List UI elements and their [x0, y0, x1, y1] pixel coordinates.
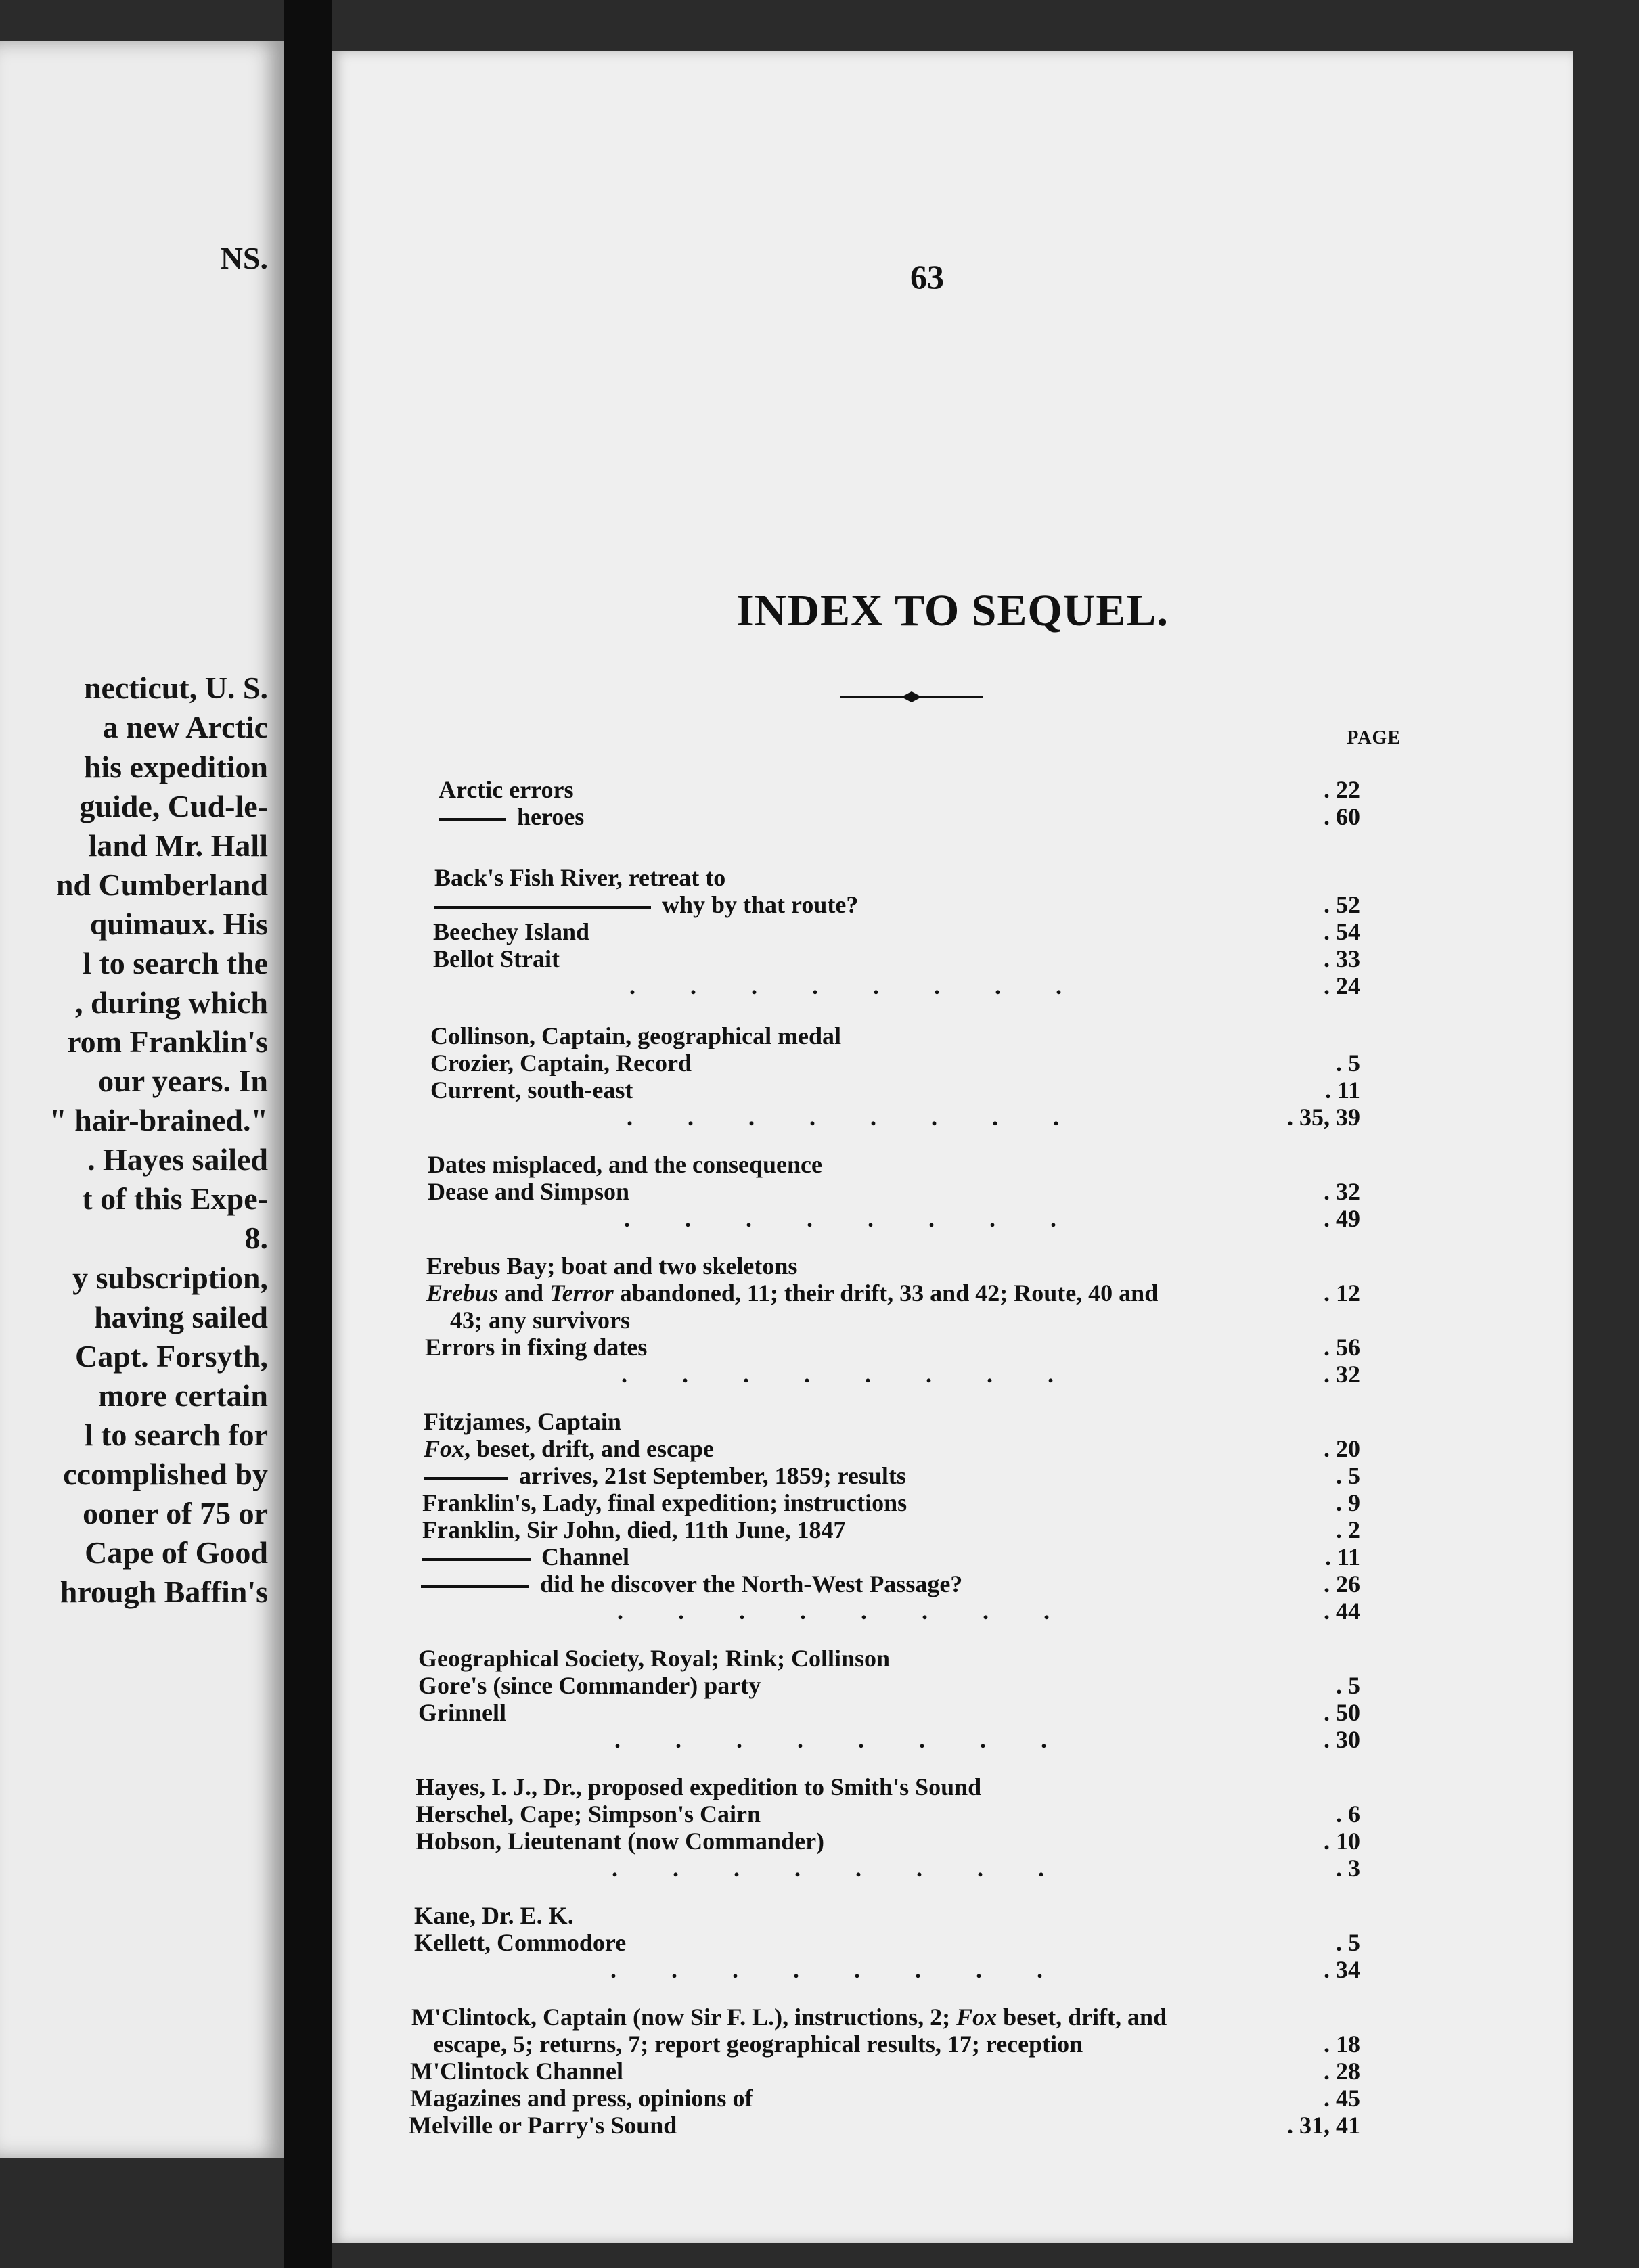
entry-page-number: . 32	[1324, 1361, 1360, 1388]
entry-text-part: Dates misplaced, and the consequence	[428, 1151, 822, 1178]
entry-text-part: Dease and Simpson	[428, 1178, 630, 1205]
entry-text	[433, 945, 560, 972]
index-entry	[422, 1516, 1360, 1543]
entry-text-part: Magazines and press, opinions of	[410, 2085, 753, 2112]
entry-text	[450, 1307, 630, 1334]
entry-text-part: Crozier, Captain, Record	[430, 1049, 692, 1076]
entry-page-number: . 11	[1324, 1076, 1360, 1104]
facing-page-line: our years. In	[98, 1064, 268, 1098]
entry-page-number: . 5	[1336, 1929, 1360, 1956]
index-entry	[430, 1022, 1360, 1049]
entry-text-part: Kellett, Commodore	[414, 1929, 627, 1956]
index-entry	[418, 1645, 1360, 1672]
entry-page-number: . 52	[1324, 891, 1360, 918]
entry-text-part: did he discover the North-West Passage?	[540, 1570, 963, 1597]
entry-text-part: Errors in fixing dates	[425, 1334, 648, 1361]
entry-page-number: . 18	[1324, 2031, 1360, 2058]
index-entry	[428, 1205, 1360, 1232]
entry-page-number: . 44	[1324, 1597, 1360, 1625]
index-entry	[425, 1361, 1360, 1388]
ditto-dash	[421, 1585, 529, 1588]
index-entry	[430, 1049, 1360, 1076]
facing-page-line: nd Cumberland	[55, 867, 268, 902]
entry-text-part: escape, 5; returns, 7; report geographical results, 17; reception	[433, 2031, 1083, 2058]
entry-page-number: . 45	[1324, 2085, 1360, 2112]
entry-text-part: Erebus Bay; boat and two skeletons	[426, 1252, 798, 1279]
facing-page-line: land Mr. Hall	[88, 828, 268, 863]
index-entry	[411, 2003, 1360, 2031]
index-entry	[426, 1279, 1360, 1307]
entry-text-part: Current, south-east	[430, 1076, 633, 1104]
book-gutter	[284, 0, 332, 2268]
index-entry	[421, 1597, 1360, 1625]
entry-text	[426, 1279, 1158, 1307]
entry-page-number: . 33	[1324, 945, 1360, 972]
facing-page-line: his expedition	[83, 750, 268, 784]
leader-dots: . . . . . . . .	[624, 1205, 1056, 1232]
entry-text	[418, 1699, 506, 1726]
entry-text-part: heroes	[517, 803, 585, 830]
facing-page-line: Cape of Good	[85, 1535, 268, 1570]
index-entry	[416, 1800, 1360, 1828]
facing-page-line: l to search for	[84, 1418, 268, 1452]
entry-text-part: Geographical Society, Royal; Rink; Collinson	[418, 1645, 891, 1672]
facing-page-line: . Hayes sailed	[87, 1142, 268, 1177]
entry-text	[439, 776, 574, 803]
entry-page-number: . 22	[1324, 776, 1360, 803]
facing-page-line: guide, Cud-le-	[79, 789, 268, 823]
entry-text-part: abandoned, 11; their drift, 33 and 42; Route, 40 and	[613, 1279, 1159, 1307]
entry-page-number: . 5	[1336, 1672, 1360, 1699]
entry-text-part: Melville or Parry's Sound	[409, 2112, 677, 2139]
entry-text	[439, 803, 584, 830]
entry-text	[411, 2003, 1167, 2031]
entry-text-part: Bellot Strait	[433, 945, 560, 972]
leader-dots: . . . . . . . .	[614, 1726, 1047, 1753]
index-entry	[428, 1178, 1360, 1205]
ditto-dash	[422, 1558, 531, 1561]
facing-page-line: quimaux. His	[89, 907, 268, 941]
entry-page-number: . 26	[1324, 1570, 1360, 1597]
entry-text-part: Kane, Dr. E. K.	[414, 1902, 574, 1929]
facing-page-line: ooner of 75 or	[83, 1496, 268, 1530]
entry-text-part: Fitzjames, Captain	[424, 1408, 621, 1435]
index-entry	[433, 972, 1360, 999]
entry-text-part: why by that route?	[662, 891, 859, 918]
entry-text	[433, 918, 589, 945]
facing-page-line: hrough Baffin's	[60, 1574, 268, 1609]
entry-text	[414, 1902, 574, 1929]
facing-page-line: having sailed	[94, 1300, 268, 1334]
index-entry	[428, 1151, 1360, 1178]
index-entry	[410, 2085, 1360, 2112]
entry-page-number: . 30	[1324, 1726, 1360, 1753]
facing-page-line: NS.	[220, 241, 268, 275]
entry-page-number: . 2	[1336, 1516, 1360, 1543]
entry-page-number: . 31, 41	[1287, 2112, 1360, 2139]
index-entry	[414, 1929, 1360, 1956]
entry-text-part: Beechey Island	[433, 918, 590, 945]
facing-page-line: a new Arctic	[102, 710, 268, 744]
index-entry	[430, 1104, 1360, 1131]
index-entry	[450, 1307, 1360, 1334]
facing-page-line: t of this Expe-	[82, 1181, 268, 1216]
index-entry	[424, 1408, 1360, 1435]
index-entry	[433, 918, 1360, 945]
index-entry	[424, 1435, 1360, 1462]
index-entry	[433, 945, 1360, 972]
index-entry	[418, 1699, 1360, 1726]
leader-dots: . . . . . . . .	[610, 1956, 1043, 1983]
index-entry	[425, 1334, 1360, 1361]
entry-page-number: . 32	[1324, 1178, 1360, 1205]
entry-text-part: M'Clintock Channel	[410, 2058, 624, 2085]
leader-dots: . . . . . . . .	[627, 1104, 1059, 1131]
entry-text-part: arrives, 21st September, 1859; results	[519, 1462, 906, 1489]
index-entry	[430, 1076, 1360, 1104]
entry-page-number: . 50	[1324, 1699, 1360, 1726]
leader-dots: . . . . . . . .	[617, 1597, 1050, 1625]
entry-text	[428, 1178, 629, 1205]
index-entry	[434, 864, 1360, 891]
entry-text-part: and	[498, 1279, 550, 1307]
entry-page-number: . 24	[1324, 972, 1360, 999]
facing-page-line: more certain	[98, 1378, 268, 1413]
index-entry	[433, 2031, 1360, 2058]
page-column-header: PAGE	[1347, 727, 1401, 748]
entry-text-part: Terror	[549, 1279, 614, 1307]
facing-page	[0, 41, 284, 2158]
facing-page-line: 8.	[244, 1221, 268, 1255]
index-entry	[422, 1543, 1360, 1570]
index-entry	[424, 1462, 1360, 1489]
entry-page-number: . 49	[1324, 1205, 1360, 1232]
entry-text-part: 43; any survivors	[450, 1307, 631, 1334]
entry-text-part: Hobson, Lieutenant (now Commander)	[416, 1828, 825, 1855]
leader-dots: . . . . . . . .	[629, 972, 1062, 999]
entry-page-number: . 6	[1336, 1800, 1360, 1828]
entry-page-number: . 60	[1324, 803, 1360, 830]
facing-page-line: Capt. Forsyth,	[75, 1339, 268, 1374]
index-entry	[410, 2058, 1360, 2085]
ditto-dash	[434, 906, 651, 909]
entry-text-part: Back's Fish River, retreat to	[434, 864, 726, 891]
entry-text-part: Arctic errors	[439, 776, 574, 803]
entry-text-part: Grinnell	[418, 1699, 507, 1726]
page-number: 63	[910, 258, 944, 296]
facing-page-line: y subscription,	[72, 1261, 268, 1295]
entry-text	[410, 2058, 623, 2085]
entry-text	[430, 1076, 633, 1104]
entry-text-part: , beset, drift, and escape	[464, 1435, 714, 1462]
ditto-dash	[424, 1477, 508, 1480]
entry-page-number: . 56	[1324, 1334, 1360, 1361]
index-title: INDEX TO SEQUEL.	[736, 586, 1169, 635]
entry-text-part: M'Clintock, Captain (now Sir F. L.), instructions, 2;	[411, 2003, 957, 2031]
facing-page-line: ccomplished by	[63, 1457, 268, 1491]
entry-text-part: Franklin, Sir John, died, 11th June, 1847	[422, 1516, 846, 1543]
index-entry	[416, 1773, 1360, 1800]
facing-page-line: l to search the	[83, 946, 268, 980]
index-entry	[439, 803, 1360, 830]
entry-text-part: Collinson, Captain, geographical medal	[430, 1022, 842, 1049]
index-entry	[421, 1570, 1360, 1597]
index-entries	[332, 51, 1573, 2243]
ditto-dash	[439, 818, 506, 821]
facing-page-line: rom Franklin's	[67, 1024, 268, 1059]
entry-text	[414, 1929, 626, 1956]
entry-text-part: Hayes, I. J., Dr., proposed expedition to Smith's Sound	[416, 1773, 982, 1800]
facing-page-line: , during which	[74, 985, 268, 1020]
entry-text-part: Franklin's, Lady, final expedition; instructions	[422, 1489, 907, 1516]
entry-text-part: Gore's (since Commander) party	[418, 1672, 761, 1699]
entry-text	[424, 1408, 621, 1435]
index-entry	[416, 1828, 1360, 1855]
entry-page-number: . 9	[1336, 1489, 1360, 1516]
leader-dots: . . . . . . . .	[612, 1855, 1044, 1882]
index-entry	[414, 1902, 1360, 1929]
entry-page-number: . 20	[1324, 1435, 1360, 1462]
entry-text-part: Erebus	[426, 1279, 499, 1307]
index-entry	[426, 1252, 1360, 1279]
index-entry	[418, 1726, 1360, 1753]
entry-page-number: . 12	[1324, 1279, 1360, 1307]
index-entry	[422, 1489, 1360, 1516]
index-entry	[418, 1672, 1360, 1699]
entry-text-part: beset, drift, and	[997, 2003, 1167, 2031]
entry-text-part: Fox	[956, 2003, 997, 2031]
index-entry	[439, 776, 1360, 803]
leader-dots: . . . . . . . .	[621, 1361, 1054, 1388]
entry-text-part: Fox	[424, 1435, 465, 1462]
entry-page-number: . 34	[1324, 1956, 1360, 1983]
entry-text	[425, 1334, 647, 1361]
entry-page-number: . 3	[1336, 1855, 1360, 1882]
index-page	[332, 51, 1573, 2243]
facing-page-line: " hair-brained."	[49, 1103, 268, 1137]
entry-page-number: . 5	[1336, 1049, 1360, 1076]
entry-page-number: . 54	[1324, 918, 1360, 945]
index-entry	[416, 1855, 1360, 1882]
entry-page-number: . 11	[1324, 1543, 1360, 1570]
index-entry	[414, 1956, 1360, 1983]
entry-text-part: Herschel, Cape; Simpson's Cairn	[416, 1800, 761, 1828]
entry-page-number: . 28	[1324, 2058, 1360, 2085]
entry-page-number: . 5	[1336, 1462, 1360, 1489]
entry-page-number: . 35, 39	[1287, 1104, 1360, 1131]
entry-page-number: . 10	[1324, 1828, 1360, 1855]
index-entry	[434, 891, 1360, 918]
index-entry	[409, 2112, 1360, 2139]
entry-text-part: Channel	[541, 1543, 630, 1570]
facing-page-line: necticut, U. S.	[83, 671, 268, 705]
entry-text	[422, 1543, 629, 1570]
